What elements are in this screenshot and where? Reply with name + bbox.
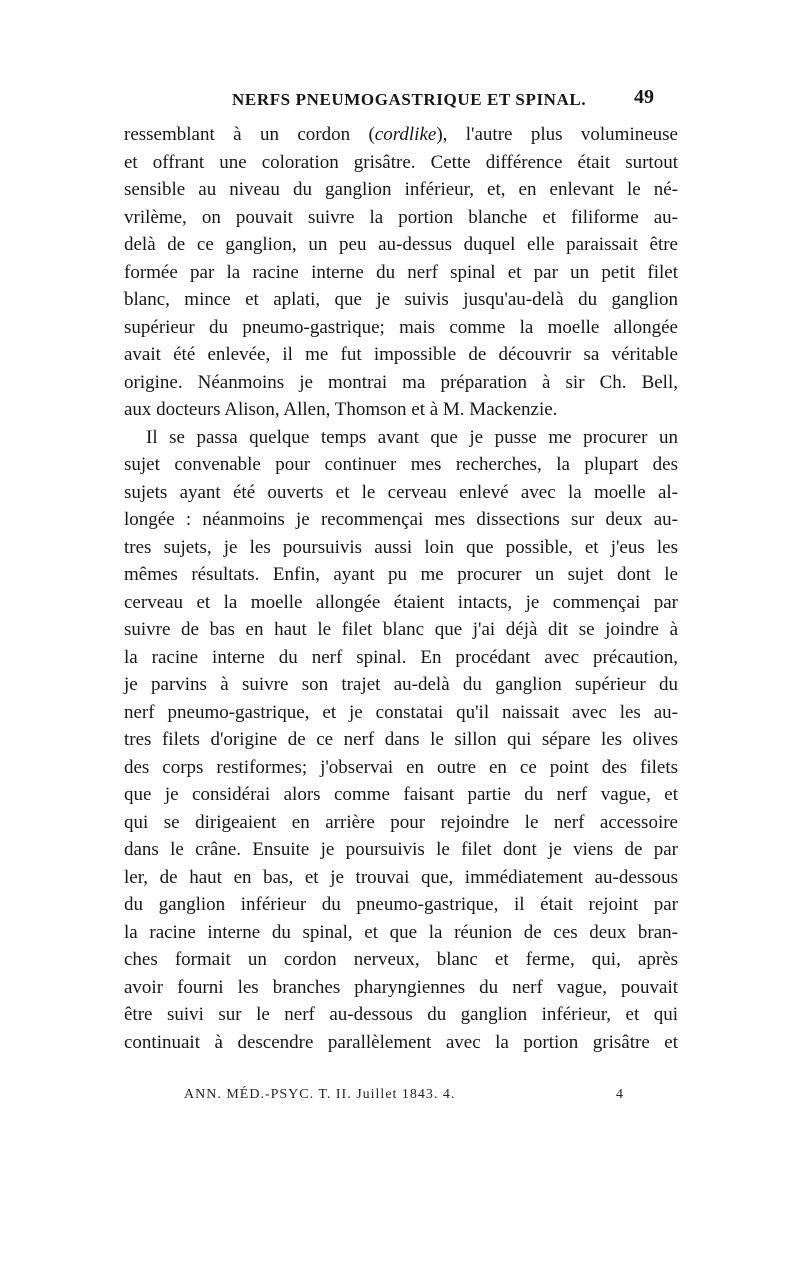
text-line: la racine interne du nerf spinal. En procédant avec précaution, — [124, 646, 678, 668]
text-line: et offrant une coloration grisâtre. Cette différence était surtout — [124, 151, 678, 173]
text-line: la racine interne du spinal, et que la réunion de ces deux bran- — [124, 921, 678, 943]
line-fragment: ), l'autre plus volumineuse — [436, 124, 678, 145]
text-line: delà de ce ganglion, un peu au-dessus duquel elle paraissait être — [124, 234, 678, 255]
signature-mark: ANN. MÉD.-PSYC. T. II. Juillet 1843. 4. — [184, 1087, 456, 1102]
text-line: supérieur du pneumo-gastrique; mais comme la moelle allongée — [124, 316, 678, 338]
text-line: que je considérai alors comme faisant partie du nerf vague, et — [124, 784, 678, 805]
text-line: aux docteurs Alison, Allen, Thomson et à M. Mackenzie. — [124, 399, 558, 420]
text-line: cerveau et la moelle allongée étaient intacts, je commençai par — [124, 591, 678, 613]
text-line: qui se dirigeaient en arrière pour rejoindre le nerf accessoire — [124, 811, 678, 833]
text-line: tres sujets, je les poursuivis aussi loin que possible, et j'eus les — [124, 536, 678, 558]
text-line: suivre de bas en haut le filet blanc que j'ai déjà dit se joindre à — [124, 619, 678, 640]
text-line: ches formait un cordon nerveux, blanc et ferme, qui, après — [124, 949, 678, 970]
text-line: sujets ayant été ouverts et le cerveau enlevé avec la moelle al- — [124, 481, 678, 503]
text-line: avait été enlevée, il me fut impossible de découvrir sa véritable — [124, 344, 678, 365]
body-text — [124, 121, 678, 1056]
page-number: 49 — [634, 86, 654, 108]
text-line: ler, de haut en bas, et je trouvai que, immédiatement au-dessous — [124, 866, 678, 888]
text-line: tres filets d'origine de ce nerf dans le sillon qui sépare les olives — [124, 729, 678, 750]
text-line: je parvins à suivre son trajet au-delà du ganglion supérieur du — [124, 674, 678, 695]
italic-term: cordlike — [374, 124, 437, 145]
text-line: être suivi sur le nerf au-dessous du ganglion inférieur, et qui — [124, 1004, 678, 1025]
running-title: NERFS PNEUMOGASTRIQUE ET SPINAL. — [232, 90, 587, 109]
text-line: blanc, mince et aplati, que je suivis jusqu'au-delà du ganglion — [124, 289, 678, 310]
text-line: du ganglion inférieur du pneumo-gastrique, il était rejoint par — [124, 894, 678, 915]
text-line: formée par la racine interne du nerf spinal et par un petit filet — [124, 261, 678, 283]
text-line: avoir fourni les branches pharyngiennes du nerf vague, pouvait — [124, 976, 678, 998]
text-line: dans le crâne. Ensuite je poursuivis le filet dont je viens de par — [124, 839, 678, 860]
text-line: sujet convenable pour continuer mes recherches, la plupart des — [124, 454, 678, 475]
text-line: origine. Néanmoins je montrai ma préparation à sir Ch. Bell, — [124, 371, 678, 393]
text-line: longée : néanmoins je recommençai mes dissections sur deux au- — [124, 509, 678, 530]
text-line: vrilème, on pouvait suivre la portion blanche et filiforme au- — [124, 206, 678, 228]
text-line: continuait à descendre parallèlement avec la portion grisâtre et — [124, 1031, 678, 1053]
text-line: des corps restiformes; j'observai en outre en ce point des filets — [124, 756, 678, 778]
line-fragment: ressemblant à un cordon ( — [124, 124, 375, 145]
text-line: Il se passa quelque temps avant que je pusse me procurer un — [146, 426, 678, 448]
text-line — [124, 121, 678, 149]
text-line: nerf pneumo-gastrique, et je constatai qu'il naissait avec les au- — [124, 701, 678, 723]
text-line: sensible au niveau du ganglion inférieur, et, en enlevant le né- — [124, 179, 678, 200]
sheet-number: 4 — [616, 1087, 623, 1102]
text-line: mêmes résultats. Enfin, ayant pu me procurer un sujet dont le — [124, 564, 678, 585]
